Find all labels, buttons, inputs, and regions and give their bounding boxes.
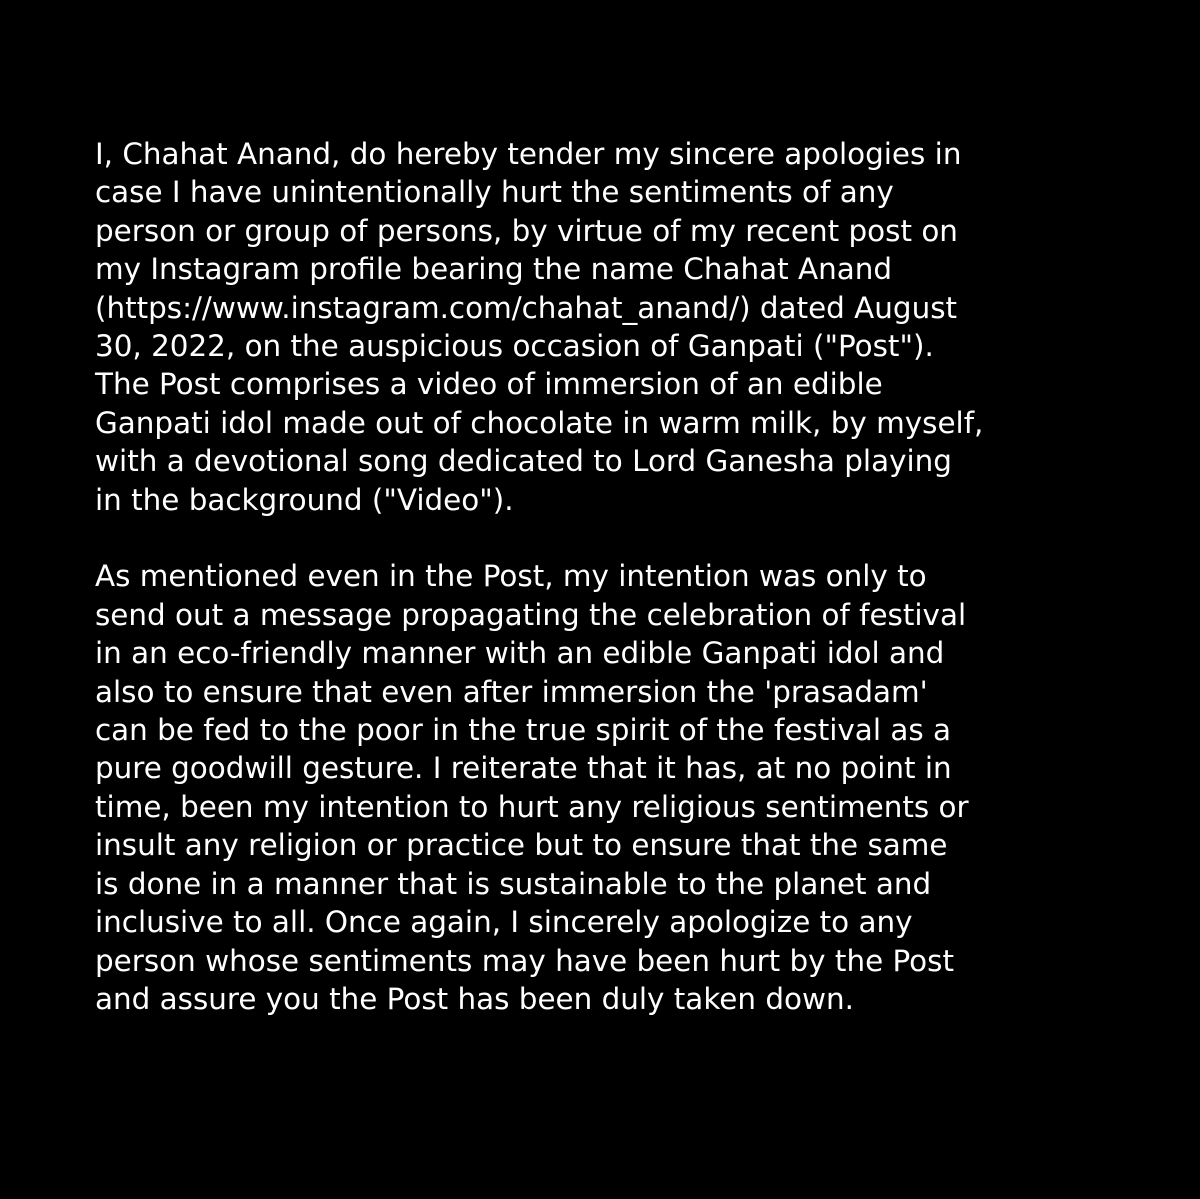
text-line: The Post comprises a video of immersion of an edible bbox=[95, 367, 883, 402]
text-line: can be fed to the poor in the true spirit of the festival as a bbox=[95, 713, 952, 748]
text-line: pure goodwill gesture. I reiterate that it has, at no point in bbox=[95, 751, 952, 786]
text-line: case I have unintentionally hurt the sentiments of any bbox=[95, 175, 894, 210]
paragraph-intro bbox=[95, 135, 1125, 519]
text-line: my Instagram profile bearing the name Chahat Anand bbox=[95, 252, 892, 287]
text-line: As mentioned even in the Post, my intention was only to bbox=[95, 559, 927, 594]
text-line: in an eco-friendly manner with an edible Ganpati idol and bbox=[95, 636, 945, 671]
text-line: also to ensure that even after immersion the 'prasadam' bbox=[95, 674, 928, 709]
text-line: with a devotional song dedicated to Lord Ganesha playing bbox=[95, 444, 952, 479]
text-line: inclusive to all. Once again, I sincerely apologize to any bbox=[95, 905, 913, 940]
text-line: Ganpati idol made out of chocolate in warm milk, by myself, bbox=[95, 405, 984, 440]
text-line: is done in a manner that is sustainable to the planet and bbox=[95, 866, 932, 901]
text-line: 30, 2022, on the auspicious occasion of Ganpati ("Post"). bbox=[95, 329, 934, 364]
text-line: time, been my intention to hurt any religious sentiments or bbox=[95, 789, 969, 824]
text-line: person or group of persons, by virtue of my recent post on bbox=[95, 213, 958, 248]
text-line: in the background ("Video"). bbox=[95, 482, 514, 517]
text-line: person whose sentiments may have been hurt by the Post bbox=[95, 943, 954, 978]
text-line: insult any religion or practice but to ensure that the same bbox=[95, 828, 948, 863]
apology-statement bbox=[95, 135, 1125, 1018]
text-line: and assure you the Post has been duly taken down. bbox=[95, 981, 854, 1016]
text-line: send out a message propagating the celebration of festival bbox=[95, 597, 967, 632]
text-line: (https://www.instagram.com/chahat_anand/) dated August bbox=[95, 290, 958, 325]
text-line: I, Chahat Anand, do hereby tender my sincere apologies in bbox=[95, 137, 962, 171]
paragraph-intention bbox=[95, 557, 1125, 1018]
